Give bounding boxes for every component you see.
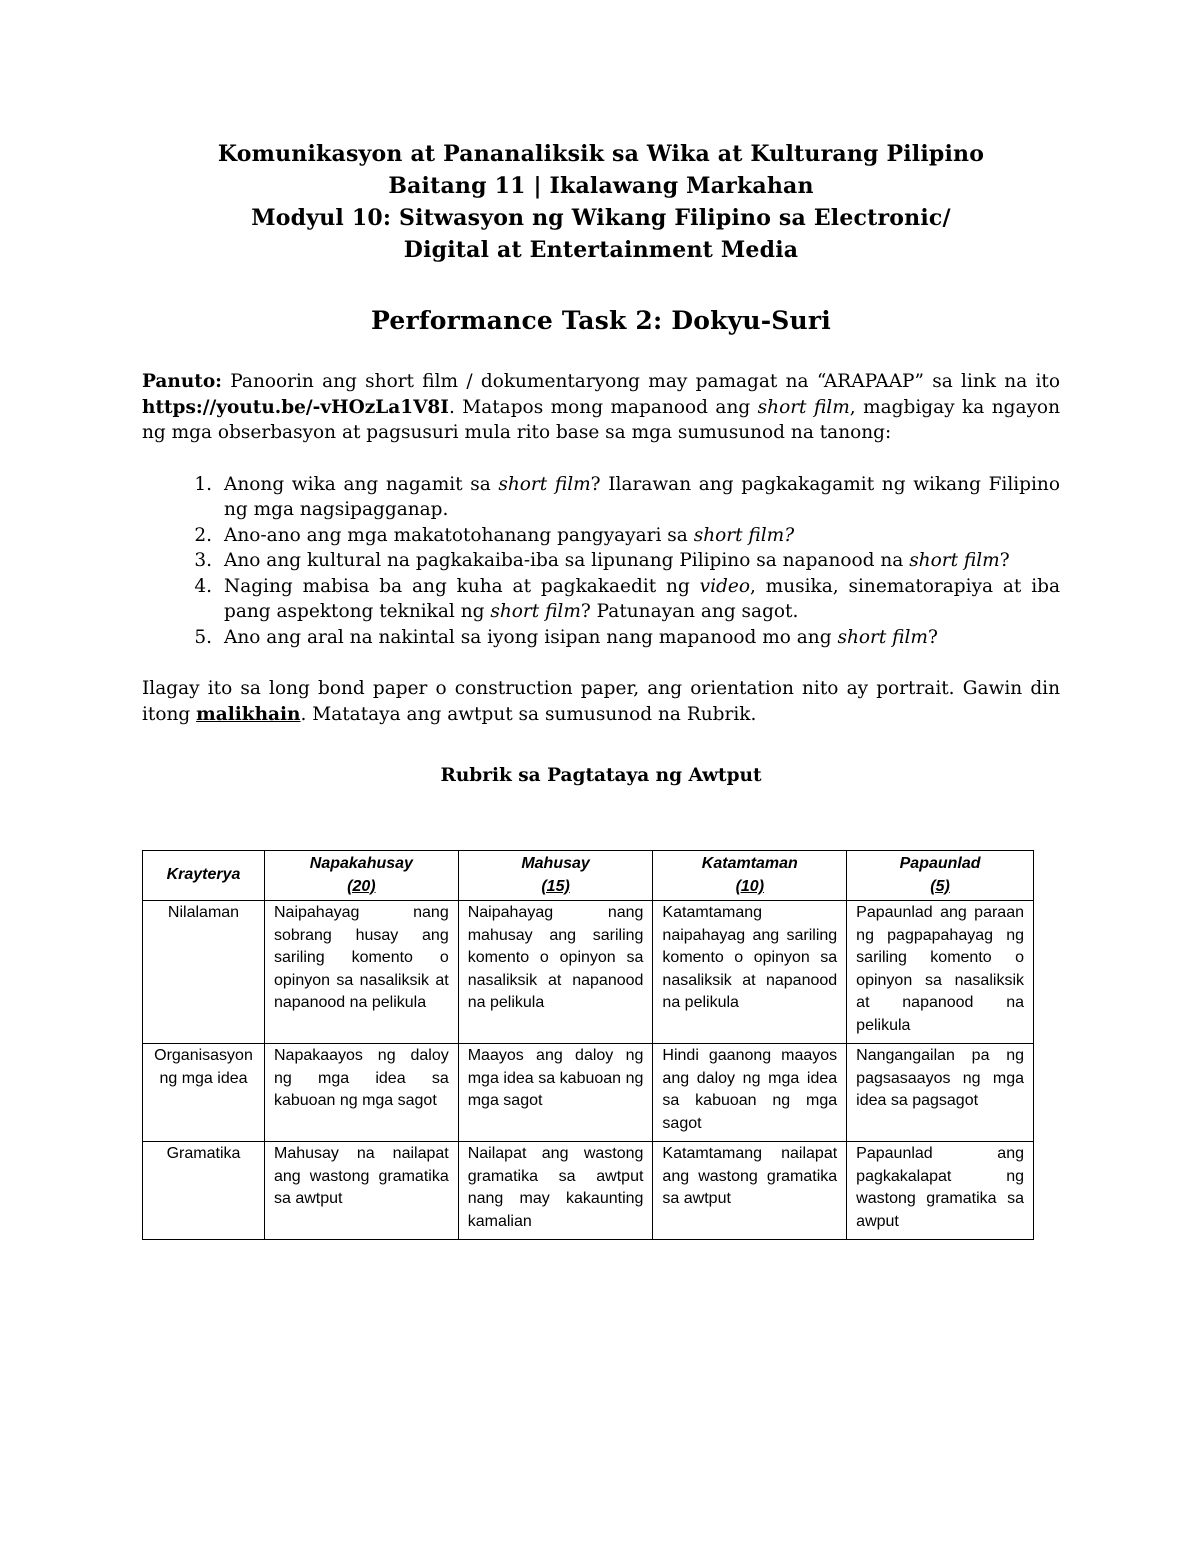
document-header [142,138,1060,266]
rubric-header-level: Mahusay (15) [458,851,653,901]
rubric-header-level: Napakahusay (20) [264,851,458,901]
question-number: 2. [194,524,212,546]
rubric-criterion: Nilalaman [143,901,265,1044]
instructions-paragraph [142,369,1060,446]
rubric-cell: Hindi gaanong maayos ang daloy ng mga idea sa kabuoan ng mga sagot [653,1044,847,1142]
rubric-header-level: Katamtaman (10) [653,851,847,901]
instructions-text-3: , magbigay ka ngayon ng mga obserbasyon at pagsusuri mula rito base sa mga sumusunod na tanong: [142,396,1060,443]
instructions-italic-1: short film [757,396,850,418]
rubric-cell: Papaunlad ang paraan ng pagpapahayag ng sariling komento o opinyon sa nasaliksik at napanood na pelikula [847,901,1034,1044]
rubric-header-row [143,851,1034,901]
rubric-cell: Naipahayag nang sobrang husay ang sariling komento o opinyon sa nasaliksik at napanood na pelikula [264,901,458,1044]
question-number: 3. [194,550,212,571]
rubric-cell: Napakaayos ng daloy ng mga idea sa kabuoan ng mga sagot [264,1044,458,1142]
question-text: Ano ang aral na nakintal sa iyong isipan nang mapanood mo ang short film? [224,626,938,648]
table-row [143,901,1034,1044]
question-text: Anong wika ang nagamit sa short film? Ilarawan ang pagkakagamit ng wikang Filipino ng mga nagsipagganap. [224,473,1060,520]
header-grade-quarter: Baitang 11 | Ikalawang Markahan [388,173,814,199]
document-page [142,138,1060,812]
question-number: 5. [194,626,212,648]
rubric-header-level: Papaunlad (5) [847,851,1034,901]
header-module-subtitle: Digital at Entertainment Media [403,237,799,263]
question-text: Ano ang kultural na pagkakaiba-iba sa lipunang Pilipino sa napanood na short film? [224,550,1010,571]
questions-list [142,472,1060,651]
closing-paragraph: Ilagay ito sa long bond paper o construction paper, ang orientation nito ay portrait. Gawin din itong malikhain. Matataya ang awtput sa sumusunod na Rubrik. [142,678,1060,725]
rubric-header-criterion: Krayterya [143,851,265,901]
question-item [142,548,1060,574]
rubric-criterion: Organisasyon ng mga idea [143,1044,265,1142]
header-course-title: Komunikasyon at Pananaliksik sa Wika at Kulturang Pilipino [217,141,985,167]
question-item [142,472,1060,523]
rubric-table [142,850,1034,1240]
instructions-text-1: Panoorin ang short film / dokumentaryong may pamagat na “ARAPAAP” sa link na ito [222,371,1060,392]
question-item [142,574,1060,625]
closing-emphasis: malikhain [196,703,301,725]
video-link[interactable]: https://youtu.be/-vHOzLa1V8I [142,396,449,418]
rubric-cell: Maayos ang daloy ng mga idea sa kabuoan ng mga sagot [458,1044,653,1142]
rubric-cell: Katamtamang nailapat ang wastong gramatika sa awtput [653,1142,847,1240]
instructions-label: Panuto: [142,371,223,392]
table-row [143,1142,1034,1240]
rubric-cell: Nangangailan pa ng pagsasaayos ng mga idea sa pagsagot [847,1044,1034,1142]
question-item [142,625,1060,651]
rubric-cell: Mahusay na nailapat ang wastong gramatika sa awtput [264,1142,458,1240]
rubric-cell: Katamtamang naipahayag ang sariling komento o opinyon sa nasaliksik at napanood na pelikula [653,901,847,1044]
rubric-cell: Papaunlad ang pagkakalapat ng wastong gramatika sa awput [847,1142,1034,1240]
header-module-title: Modyul 10: Sitwasyon ng Wikang Filipino sa Electronic/ [251,205,951,231]
question-text: Naging mabisa ba ang kuha at pagkakaedit ng video, musika, sinematorapiya at iba pang aspektong teknikal ng short film? Patunayan ang sagot. [224,575,1060,622]
question-number: 1. [194,473,212,495]
question-number: 4. [194,575,212,597]
instructions-text-2: . Matapos mong mapanood ang [448,396,758,418]
rubric-criterion: Gramatika [143,1142,265,1240]
table-row [143,1044,1034,1142]
question-item [142,523,1060,549]
task-title: Performance Task 2: Dokyu-Suri [371,306,831,335]
rubric-cell: Naipahayag nang mahusay ang sariling komento o opinyon sa nasaliksik at napanood na pelikula [458,901,653,1044]
rubric-title: Rubrik sa Pagtataya ng Awtput [440,765,762,786]
question-text: Ano-ano ang mga makatotohanang pangyayari sa short film? [224,524,795,546]
rubric-cell: Nailapat ang wastong gramatika sa awtput nang may kakaunting kamalian [458,1142,653,1240]
